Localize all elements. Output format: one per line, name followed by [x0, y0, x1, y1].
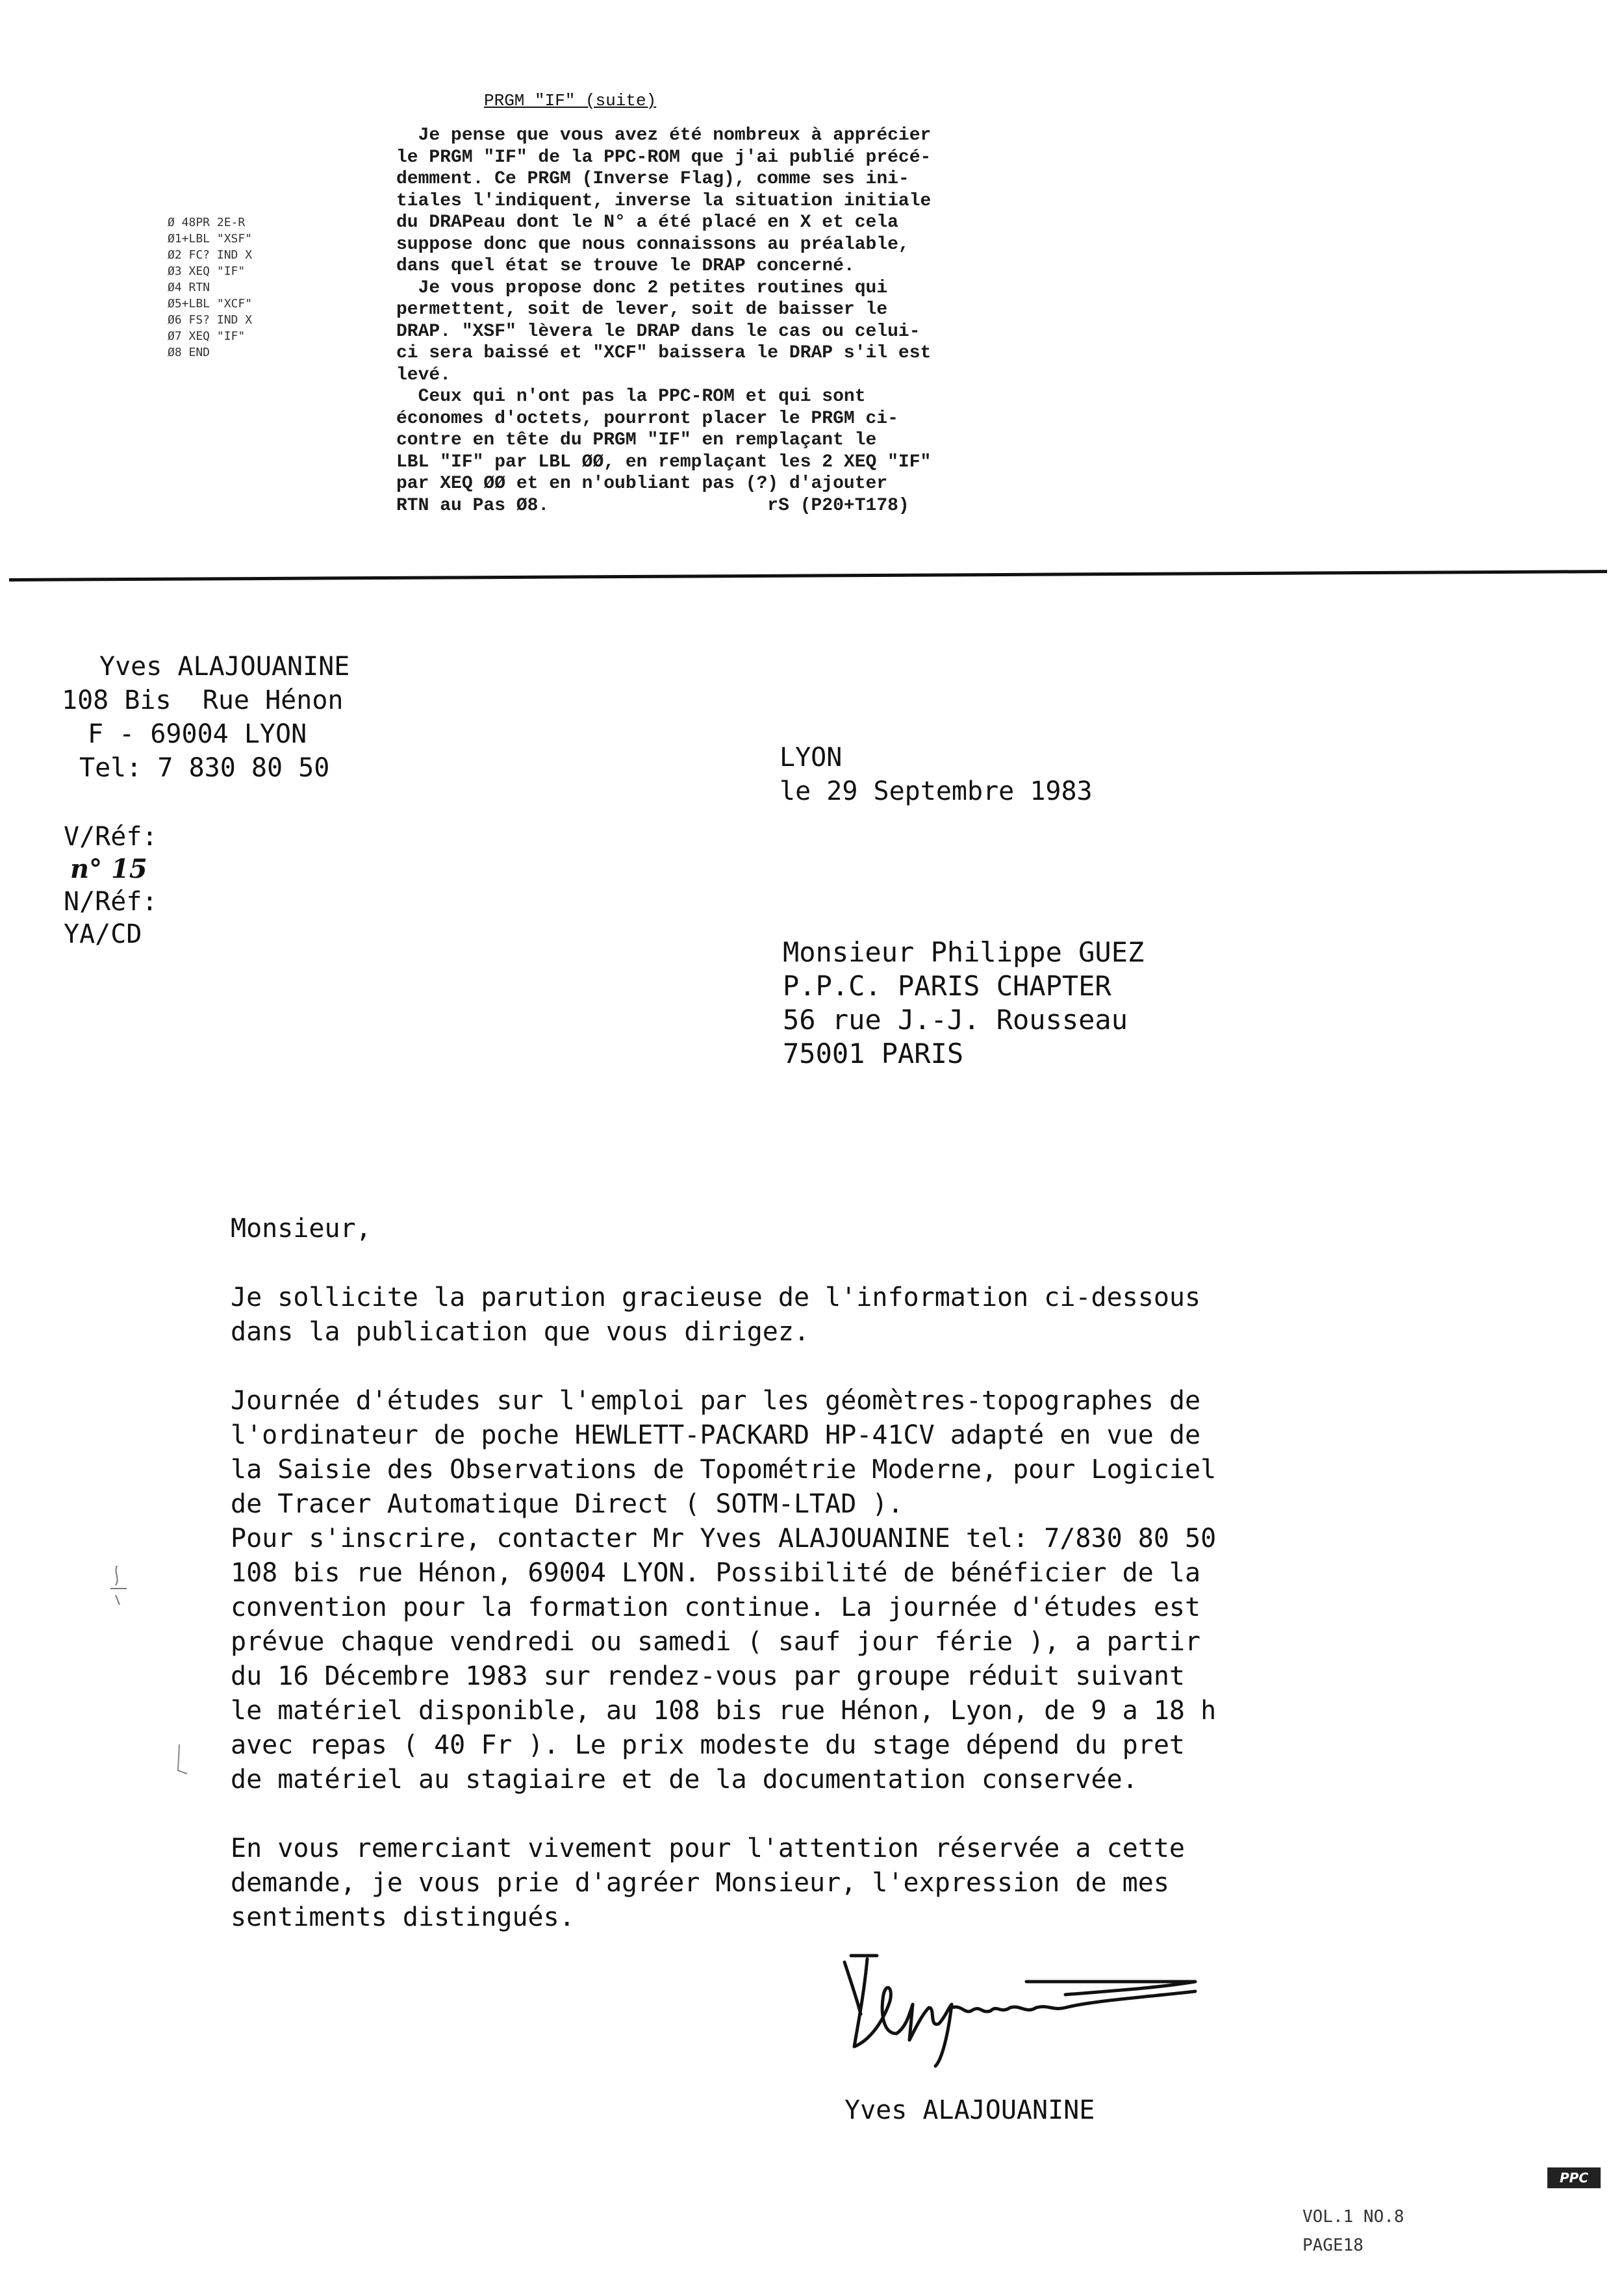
article-line: le PRGM "IF" de la PPC-ROM que j'ai publié précé- [396, 147, 932, 168]
body-line: demande, je vous prie d'agréer Monsieur, l'expression de mes [231, 1868, 1169, 1898]
sender-city: F - 69004 LYON [88, 719, 307, 749]
listing-line: Ø4 RTN [168, 281, 210, 294]
article-line: par XEQ ØØ et en n'oubliant pas (?) d'ajouter [396, 474, 888, 494]
recipient-line: 75001 PARIS [783, 1038, 964, 1069]
article-line: Je vous propose donc 2 petites routines qui [396, 277, 888, 298]
body-line: l'ordinateur de poche HEWLETT-PACKARD HP-41CV adapté en vue de [231, 1420, 1201, 1450]
your-ref-label: V/Réf: [64, 822, 158, 852]
body-line: dans la publication que vous dirigez. [231, 1317, 810, 1347]
our-ref-value: YA/CD [64, 919, 142, 949]
letter-body [231, 1212, 1497, 1969]
reference-block [64, 821, 158, 951]
body-line: Journée d'études sur l'emploi par les géomètres-topographes de [231, 1386, 1201, 1416]
article-line: suppose donc que nous connaissons au préalable, [396, 234, 909, 255]
article-line: Ceux qui n'ont pas la PPC-ROM et qui sont [396, 387, 866, 407]
listing-line: Ø5+LBL "XCF" [168, 297, 253, 311]
letter-date [780, 741, 1093, 808]
body-line: En vous remerciant vivement pour l'attention réservée a cette [231, 1833, 1186, 1863]
body-line: prévue chaque vendredi ou samedi ( sauf jour férie ), a partir [231, 1627, 1201, 1657]
body-line: le matériel disponible, au 108 bis rue Hénon, Lyon, de 9 a 18 h [231, 1696, 1217, 1726]
recipient-line: Monsieur Philippe GUEZ [783, 936, 1145, 968]
body-line: sentiments distingués. [231, 1902, 575, 1932]
body-line: avec repas ( 40 Fr ). Le prix modeste du stage dépend du pret [231, 1730, 1186, 1760]
body-line: convention pour la formation continue. La journée d'études est [231, 1592, 1201, 1622]
body-line: 108 bis rue Hénon, 69004 LYON. Possibilité de bénéficier de la [231, 1558, 1201, 1588]
paragraph-announcement [231, 1384, 1497, 1797]
article-line: contre en tête du PRGM "IF" en remplaçant le [396, 430, 877, 450]
article-line: économes d'octets, pourront placer le PRGM ci- [396, 408, 898, 429]
body-line: du 16 Décembre 1983 sur rendez-vous par groupe réduit suivant [231, 1661, 1186, 1691]
article-title: PRGM "IF" (suite) [484, 91, 657, 110]
paragraph-request [231, 1281, 1497, 1349]
handwritten-signature [831, 1943, 1208, 2073]
salutation [231, 1212, 1497, 1246]
sender-street: 108 Bis Rue Hénon [62, 685, 344, 715]
volume-number: VOL.1 NO.8 [1302, 2207, 1404, 2227]
page-footer [1302, 2203, 1404, 2260]
salutation-text: Monsieur, [231, 1214, 372, 1244]
listing-line: Ø1+LBL "XSF" [168, 232, 253, 246]
article-line: demment. Ce PRGM (Inverse Flag), comme ses ini- [396, 169, 909, 189]
signer-name: Yves ALAJOUANINE [844, 2095, 1095, 2125]
article-line: RTN au Pas Ø8. rS (P20+T178) [396, 495, 909, 516]
ppc-logo-badge: PPC [1547, 2167, 1601, 2188]
program-listing [168, 214, 252, 361]
article-line: DRAP. "XSF" lèvera le DRAP dans le cas ou celui- [396, 321, 920, 342]
article-line: permettent, soit de lever, soit de baisser le [396, 300, 888, 320]
date-place: LYON [780, 743, 843, 773]
listing-line: Ø7 XEQ "IF" [168, 329, 246, 343]
date-text: le 29 Septembre 1983 [780, 776, 1093, 806]
listing-line: Ø8 END [168, 346, 210, 359]
listing-line: Ø3 XEQ "IF" [168, 264, 246, 278]
article-line: tiales l'indiquent, inverse la situation initiale [396, 190, 932, 211]
body-line: de Tracer Automatique Direct ( SOTM-LTAD ). [231, 1489, 904, 1519]
listing-line: Ø6 FS? IND X [168, 313, 253, 327]
recipient-line: 56 rue J.-J. Rousseau [783, 1004, 1128, 1036]
article-line: LBL "IF" par LBL ØØ, en remplaçant les 2 XEQ "IF" [396, 452, 932, 472]
sender-name: Yves ALAJOUANINE [99, 652, 350, 682]
margin-marks [97, 1559, 149, 1793]
sender-address [62, 650, 349, 785]
article-line: Je pense que vous avez été nombreux à apprécier [396, 125, 932, 146]
your-ref-value: n° 15 [70, 854, 147, 884]
article-line: ci sera baissé et "XCF" baissera le DRAP s'il est [396, 343, 932, 363]
article-line: dans quel état se trouve le DRAP concerné. [396, 256, 855, 276]
sender-tel: Tel: 7 830 80 50 [79, 753, 330, 783]
article-body [396, 125, 931, 517]
page-number: PAGE18 [1302, 2236, 1364, 2255]
body-line: de matériel au stagiaire et de la documentation conservée. [231, 1765, 1138, 1795]
article-line: du DRAPeau dont le N° a été placé en X et cela [396, 212, 898, 233]
margin-tick [174, 1741, 194, 1780]
listing-line: Ø 48PR 2E-R [168, 216, 246, 229]
paragraph-closing [231, 1832, 1497, 1935]
our-ref-label: N/Réf: [64, 887, 158, 917]
recipient-line: P.P.C. PARIS CHAPTER [783, 970, 1111, 1002]
recipient-address [783, 936, 1144, 1071]
body-line: la Saisie des Observations de Topométrie Moderne, pour Logiciel [231, 1455, 1217, 1485]
body-line: Pour s'inscrire, contacter Mr Yves ALAJOUANINE tel: 7/830 80 50 [231, 1524, 1217, 1553]
body-line: Je sollicite la parution gracieuse de l'information ci-dessous [231, 1283, 1201, 1312]
section-divider [9, 570, 1607, 581]
article-line: levé. [396, 364, 451, 385]
listing-line: Ø2 FC? IND X [168, 248, 253, 262]
